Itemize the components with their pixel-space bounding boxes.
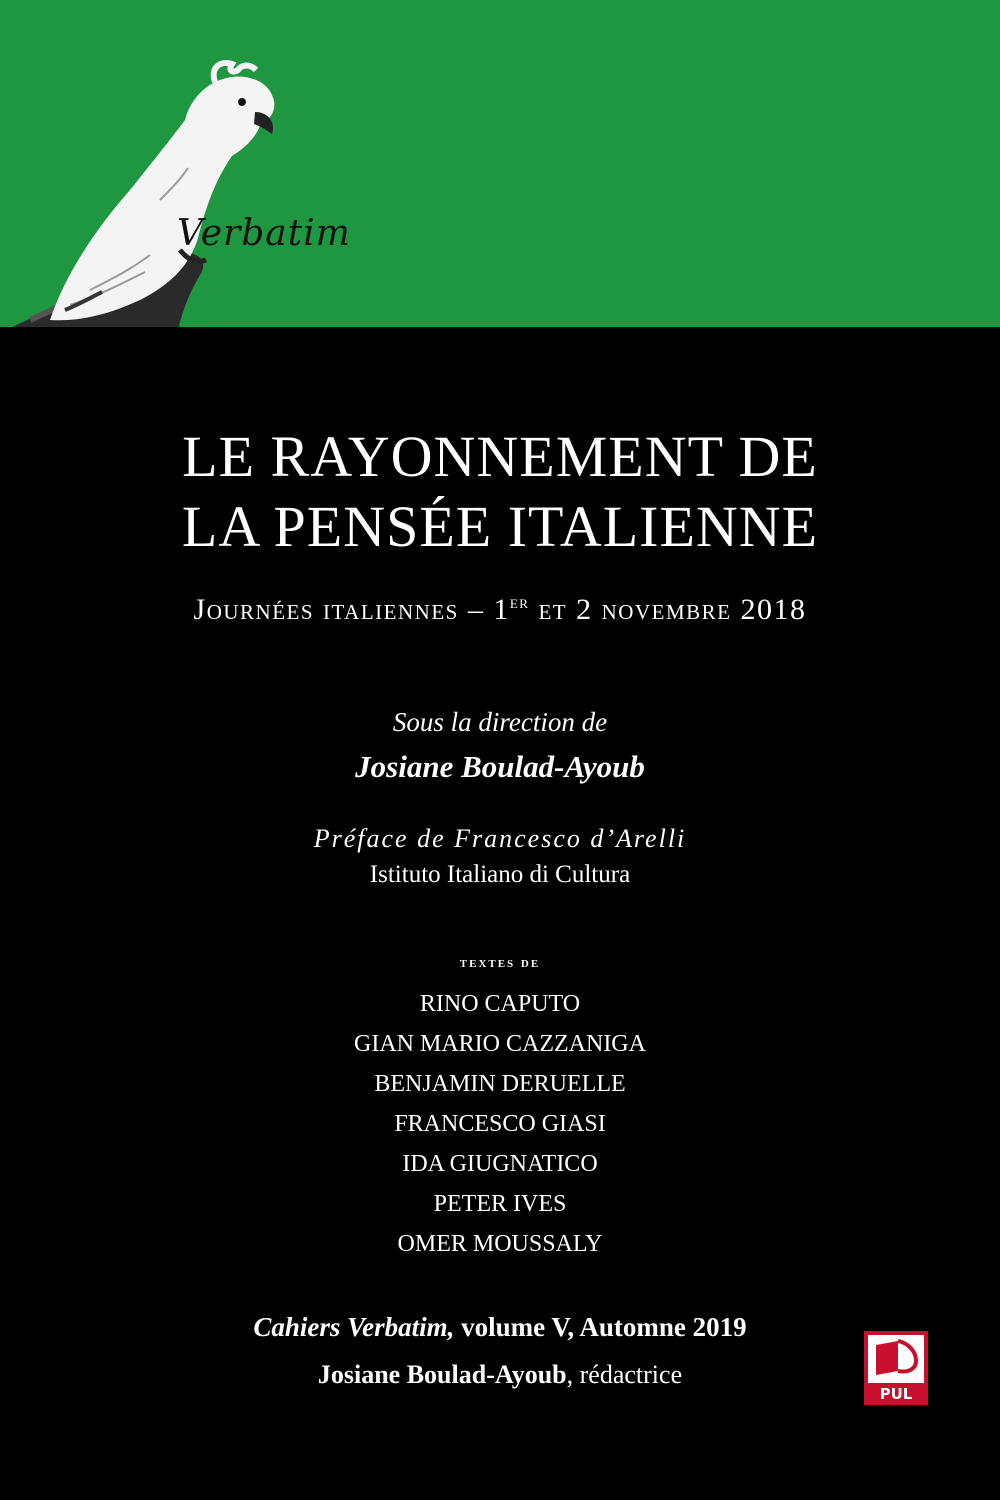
pul-logo-text: PUL — [879, 1385, 913, 1403]
series-detail: volume V, Automne 2019 — [454, 1312, 747, 1342]
series-mark: Verbatim — [177, 213, 351, 254]
institute-name: Istituto Italiano di Cultura — [369, 861, 631, 888]
contributor-item: OMER MOUSSALY — [397, 1231, 603, 1257]
contributor-item: FRANCESCO GIASI — [394, 1111, 606, 1137]
top-green-band — [0, 0, 1000, 327]
direction-label: Sous la direction de — [392, 707, 608, 737]
contributor-item: GIAN MARIO CAZZANIGA — [354, 1031, 646, 1057]
editor-line-role: , rédactrice — [566, 1360, 683, 1389]
pul-logo-icon — [864, 1331, 928, 1405]
contributor-item: RINO CAPUTO — [419, 991, 581, 1017]
editor-line — [0, 1360, 1000, 1390]
book-title — [0, 422, 1000, 562]
subtitle-before: Journées italiennes – 1 — [193, 593, 510, 626]
cockatoo-icon — [10, 60, 350, 330]
editor-line-name: Josiane Boulad-Ayoub — [317, 1360, 567, 1389]
preface-line: Préface de Francesco d’Arelli — [313, 824, 687, 853]
series-name: Cahiers Verbatim, — [253, 1312, 455, 1342]
subtitle-after: et 2 novembre 2018 — [529, 593, 807, 626]
title-line-1: LE RAYONNEMENT DE — [182, 424, 818, 489]
subtitle-superscript: er — [509, 592, 530, 612]
contributor-item: IDA GIUGNATICO — [402, 1151, 598, 1177]
main-panel — [0, 327, 1000, 1500]
series-line — [0, 1312, 1000, 1343]
contributor-item: PETER IVES — [433, 1191, 567, 1217]
editor-name: Josiane Boulad-Ayoub — [355, 749, 645, 784]
subtitle — [0, 592, 1000, 627]
contributor-item: BENJAMIN DERUELLE — [374, 1071, 626, 1097]
texts-label: textes de — [459, 955, 541, 971]
title-line-2: LA PENSÉE ITALIENNE — [181, 494, 819, 559]
contributor-list — [0, 984, 1000, 1264]
